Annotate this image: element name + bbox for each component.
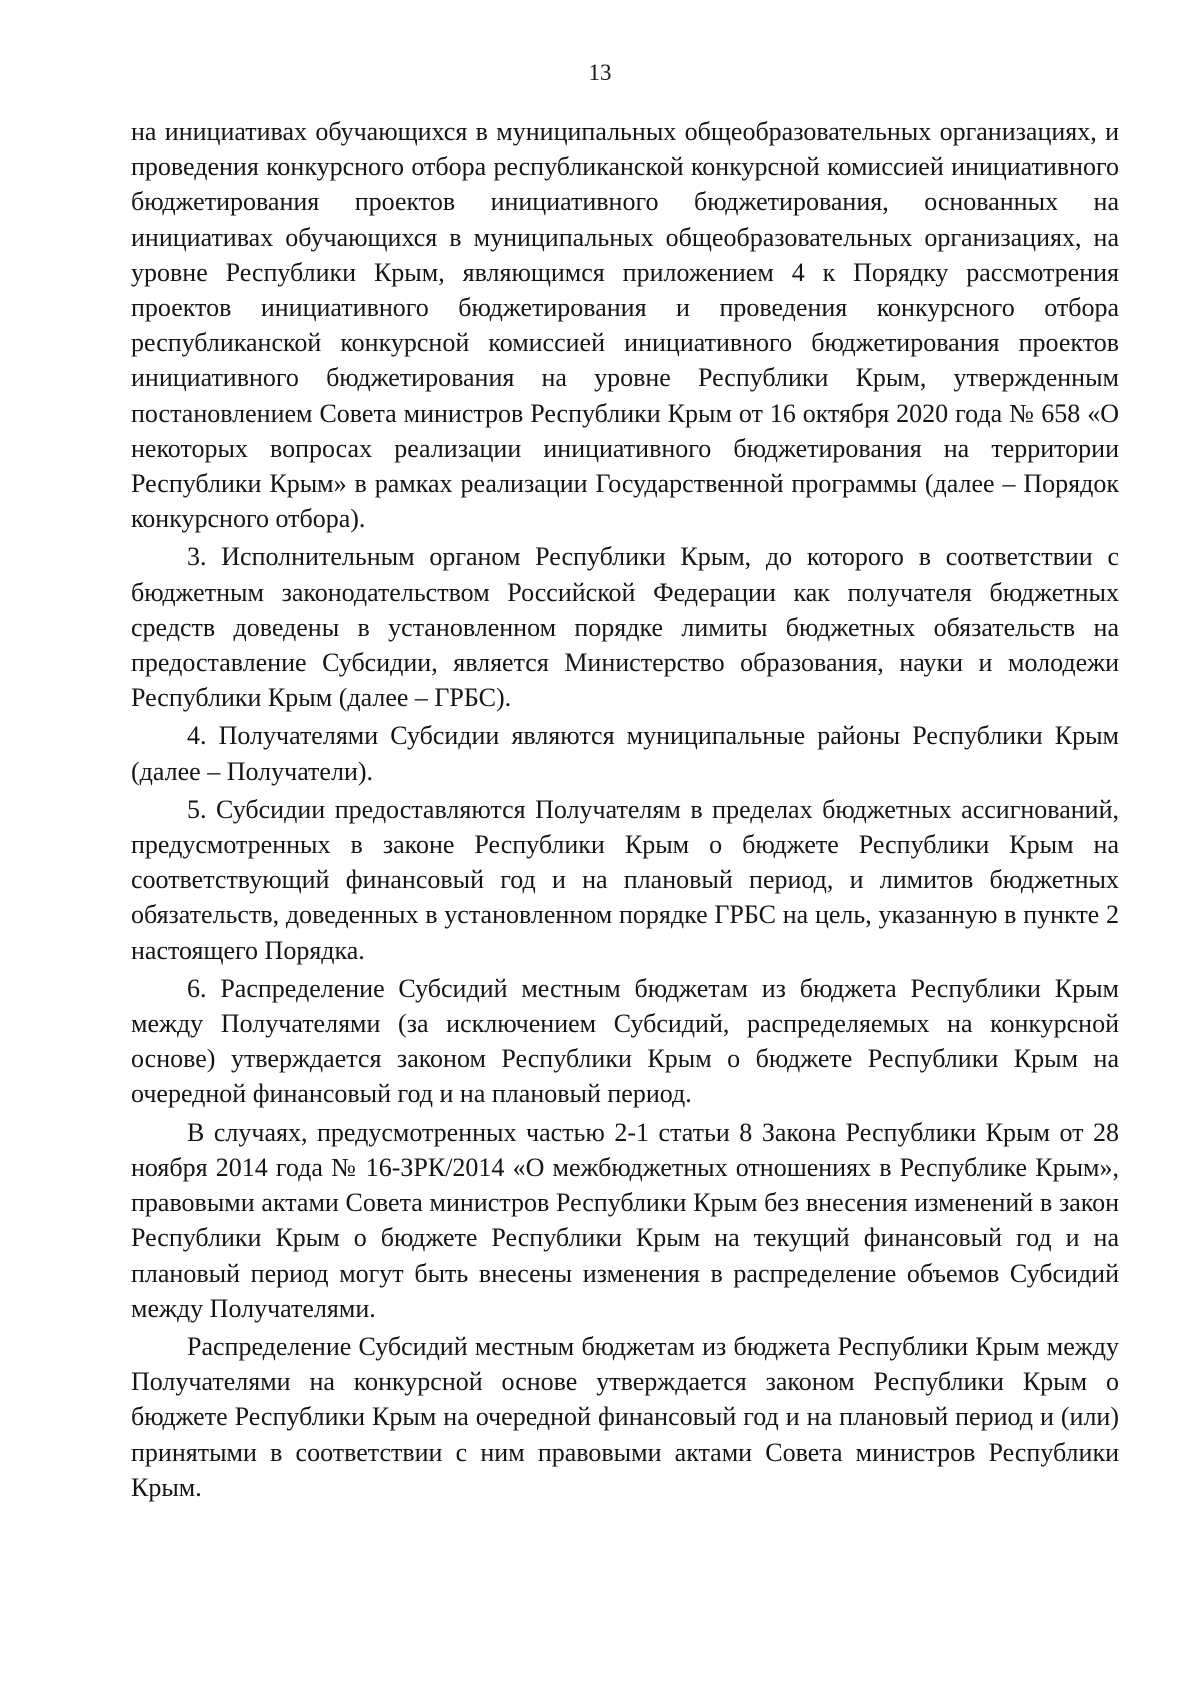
- paragraph-continuation: на инициативах обучающихся в муниципальных общеобразовательных организациях, и проведения конкурсного отбора республиканской конкурсной комиссией инициативного бюджетирования проектов инициативного бюджетирования, основанных на инициативах обучающихся в муниципальных общеобразовательных организациях, на уровне Республики Крым, являющимся приложением 4 к Порядку рассмотрения проектов инициативного бюджетирования и проведения конкурсного отбора республиканской конкурсной комиссией инициативного бюджетирования проектов инициативного бюджетирования на уровне Республики Крым, утвержденным постановлением Совета министров Республики Крым от 16 октября 2020 года № 658 «О некоторых вопросах реализации инициативного бюджетирования на территории Республики Крым» в рамках реализации Государственной программы (далее – Порядок конкурсного отбора).: [131, 117, 1119, 534]
- paragraph-item-6-cases: В случаях, предусмотренных частью 2-1 статьи 8 Закона Республики Крым от 28 ноября 2014 года № 16-ЗРК/2014 «О межбюджетных отношениях в Республике Крым», правовыми актами Совета министров Республики Крым без внесения изменений в закон Республики Крым о бюджете Республики Крым на текущий финансовый год и на плановый период могут быть внесены изменения в распределение объемов Субсидий между Получателями.: [131, 1117, 1119, 1323]
- paragraph-item-5: 5. Субсидии предоставляются Получателям в пределах бюджетных ассигнований, предусмотренных в законе Республики Крым о бюджете Республики Крым на соответствующий финансовый год и на плановый период, и лимитов бюджетных обязательств, доведенных в установленном порядке ГРБС на цель, указанную в пункте 2 настоящего Порядка.: [131, 794, 1119, 965]
- paragraph-item-6-distribution: Распределение Субсидий местным бюджетам из бюджета Республики Крым между Получателями на конкурсной основе утверждается законом Республики Крым о бюджете Республики Крым на очередной финансовый год и на плановый период и (или) принятыми в соответствии с ним правовыми актами Совета министров Республики Крым.: [131, 1331, 1119, 1502]
- paragraph-item-4: 4. Получателями Субсидии являются муниципальные районы Республики Крым (далее – Получатели).: [131, 721, 1119, 786]
- paragraph-item-6: 6. Распределение Субсидий местным бюджетам из бюджета Республики Крым между Получателями (за исключением Субсидий, распределяемых на конкурсной основе) утверждается законом Республики Крым о бюджете Республики Крым на очередной финансовый год и на плановый период.: [131, 973, 1119, 1109]
- document-body: [131, 114, 1119, 1505]
- page-number: 13: [588, 60, 612, 85]
- paragraph-item-3: 3. Исполнительным органом Республики Крым, до которого в соответствии с бюджетным законодательством Российской Федерации как получателя бюджетных средств доведены в установленном порядке лимиты бюджетных обязательств на предоставление Субсидии, является Министерство образования, науки и молодежи Республики Крым (далее – ГРБС).: [131, 542, 1119, 713]
